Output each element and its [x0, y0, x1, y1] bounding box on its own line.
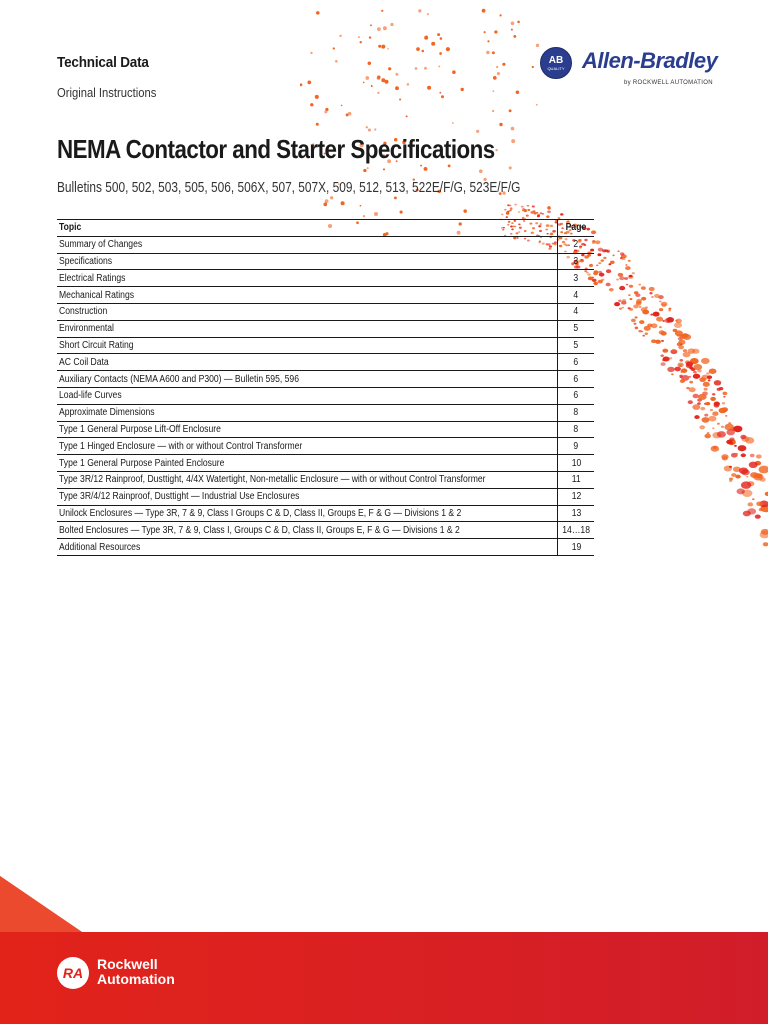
toc-topic	[57, 354, 557, 371]
toc-page	[557, 455, 594, 472]
toc-topic-text: Type 3R/12 Rainproof, Dusttight, 4/4X Watertight, Non-metallic Enclosure — with or without Control Transformer	[59, 474, 486, 486]
toc-page	[557, 354, 594, 371]
toc-topic-text: Type 1 General Purpose Lift-Off Enclosure	[59, 423, 221, 435]
ra-wordmark	[97, 957, 175, 987]
ab-badge-text: AB	[548, 54, 564, 66]
toc-page-text: 5	[573, 339, 579, 351]
toc-topic-text: Approximate Dimensions	[59, 407, 155, 419]
toc-topic	[57, 253, 557, 270]
toc-page-text: 4	[573, 289, 579, 301]
toc-topic	[57, 505, 557, 522]
toc-page-text: 8	[573, 423, 579, 435]
toc-page-text: 3	[573, 272, 579, 284]
toc-topic	[57, 236, 557, 253]
toc-topic-text: Unilock Enclosures — Type 3R, 7 & 9, Class I Groups C & D, Class II, Groups E, F & G — Divisions 1 & 2	[59, 507, 462, 519]
toc-topic	[57, 320, 557, 337]
toc-page-text: 6	[573, 390, 579, 402]
toc-row[interactable]	[57, 488, 594, 505]
toc-page-text: 3	[573, 255, 579, 267]
toc-header-page-label: Page	[565, 222, 587, 234]
toc-row[interactable]	[57, 539, 594, 556]
toc-row[interactable]	[57, 354, 594, 371]
rockwell-automation-logo	[57, 955, 217, 995]
ra-wordmark-line1: Rockwell	[97, 956, 158, 972]
toc-topic	[57, 488, 557, 505]
page-title: NEMA Contactor and Starter Specifications	[57, 134, 495, 164]
toc-header-row	[57, 220, 594, 237]
toc-page-text: 6	[573, 356, 579, 368]
toc-page	[557, 337, 594, 354]
toc-header-page	[557, 220, 594, 237]
toc-topic-text: Construction	[59, 306, 108, 318]
toc-topic	[57, 404, 557, 421]
bulletins-list: Bulletins 500, 502, 503, 505, 506, 506X, 507, 507X, 509, 512, 513, 522E/F/G, 523E/F/G	[57, 180, 521, 196]
toc-page	[557, 387, 594, 404]
toc-row[interactable]	[57, 320, 594, 337]
toc-page	[557, 522, 594, 539]
toc-topic-text: Additional Resources	[59, 541, 141, 553]
toc-row[interactable]	[57, 505, 594, 522]
toc-topic-text: Specifications	[59, 255, 113, 267]
toc-page	[557, 253, 594, 270]
toc-row[interactable]	[57, 236, 594, 253]
allen-bradley-logo	[540, 47, 722, 93]
toc-page	[557, 505, 594, 522]
toc-page	[557, 236, 594, 253]
toc-topic-text: Environmental	[59, 323, 114, 335]
toc-page	[557, 303, 594, 320]
toc-topic	[57, 270, 557, 287]
toc-topic	[57, 337, 557, 354]
toc-page-text: 13	[571, 507, 581, 519]
toc-row[interactable]	[57, 270, 594, 287]
ra-logo-icon: RA	[57, 957, 89, 989]
toc-topic-text: Mechanical Ratings	[59, 289, 135, 301]
toc-page	[557, 438, 594, 455]
toc-topic	[57, 303, 557, 320]
toc-page-text: 4	[573, 306, 579, 318]
brand-name: Allen-Bradley	[582, 48, 718, 73]
toc-page	[557, 471, 594, 488]
toc-page	[557, 488, 594, 505]
toc-row[interactable]	[57, 455, 594, 472]
toc-row[interactable]	[57, 371, 594, 388]
toc-topic	[57, 371, 557, 388]
toc-topic-text: Type 3R/4/12 Rainproof, Dusttight — Industrial Use Enclosures	[59, 491, 300, 503]
toc-header-topic-label: Topic	[59, 222, 82, 234]
footer-band	[0, 870, 768, 1024]
toc-row[interactable]	[57, 253, 594, 270]
toc-topic	[57, 387, 557, 404]
toc-row[interactable]	[57, 303, 594, 320]
toc-row[interactable]	[57, 421, 594, 438]
toc-topic	[57, 438, 557, 455]
toc-topic	[57, 287, 557, 304]
toc-page-text: 2	[573, 239, 579, 251]
toc-topic	[57, 455, 557, 472]
toc-page	[557, 539, 594, 556]
toc-topic-text: Short Circuit Rating	[59, 339, 134, 351]
toc-topic-text: AC Coil Data	[59, 356, 109, 368]
toc-row[interactable]	[57, 404, 594, 421]
brand-tagline: by ROCKWELL AUTOMATION	[624, 80, 713, 86]
toc-page	[557, 404, 594, 421]
toc-page-text: 8	[573, 407, 579, 419]
toc-topic-text: Bolted Enclosures — Type 3R, 7 & 9, Class I, Groups C & D, Class II, Groups E, F & G — Divisions 1 & 2	[59, 524, 460, 536]
toc-topic-text: Electrical Ratings	[59, 272, 126, 284]
toc-page	[557, 287, 594, 304]
toc-topic	[57, 421, 557, 438]
table-of-contents	[57, 219, 594, 556]
toc-page-text: 11	[571, 474, 581, 486]
toc-page-text: 14…18	[562, 524, 590, 536]
toc-row[interactable]	[57, 438, 594, 455]
toc-row[interactable]	[57, 522, 594, 539]
toc-page	[557, 270, 594, 287]
toc-page	[557, 371, 594, 388]
toc-body	[57, 236, 594, 555]
toc-topic-text: Type 1 Hinged Enclosure — with or without Control Transformer	[59, 440, 303, 452]
toc-topic-text: Auxiliary Contacts (NEMA A600 and P300) — Bulletin 595, 596	[59, 373, 299, 385]
ab-badge-small-text: QUALITY	[547, 65, 565, 71]
document-subtitle: Original Instructions	[57, 86, 157, 100]
toc-page-text: 6	[573, 373, 579, 385]
toc-page-text: 5	[573, 323, 579, 335]
toc-page-text: 9	[573, 440, 579, 452]
toc-page-text: 19	[571, 541, 581, 553]
toc-page-text: 10	[571, 457, 581, 469]
document-type: Technical Data	[57, 54, 149, 71]
toc-header-topic	[57, 220, 557, 237]
toc-row[interactable]	[57, 337, 594, 354]
toc-page	[557, 421, 594, 438]
toc-topic	[57, 471, 557, 488]
toc-topic	[57, 522, 557, 539]
toc-topic-text: Summary of Changes	[59, 239, 143, 251]
toc-row[interactable]	[57, 471, 594, 488]
ab-badge-icon	[540, 47, 572, 79]
toc-row[interactable]	[57, 387, 594, 404]
toc-row[interactable]	[57, 287, 594, 304]
ra-wordmark-line2: Automation	[97, 971, 175, 987]
toc-page	[557, 320, 594, 337]
toc-page-text: 12	[571, 491, 581, 503]
toc-topic-text: Type 1 General Purpose Painted Enclosure	[59, 457, 225, 469]
toc-topic-text: Load-life Curves	[59, 390, 122, 402]
toc-topic	[57, 539, 557, 556]
